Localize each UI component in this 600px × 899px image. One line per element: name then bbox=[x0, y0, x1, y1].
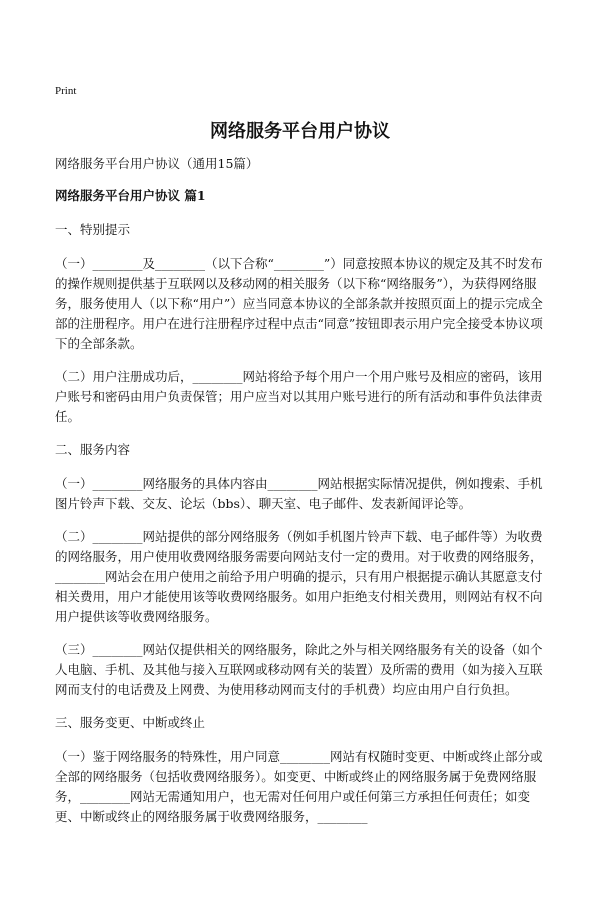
document-body bbox=[55, 154, 545, 840]
paragraph: （一）________及________（以下合称“________”）同意按照本协议的规定及其不时发布的操作规则提供基于互联网以及移动网的相关服务（以下称“网络服务”），为获得网络服务，服务使用人（以下称“用户”）应当同意本协议的全部条款并按照页面上的提示完成全部的注册程序。用户在进行注册程序过程中点击“同意”按钮即表示用户完全接受本协议项下的全部条款。 bbox=[55, 256, 543, 351]
document-subtitle: 网络服务平台用户协议（通用15篇） bbox=[55, 156, 259, 171]
print-label: Print bbox=[55, 85, 77, 97]
paragraph: （二）________网站提供的部分网络服务（例如手机图片铃声下载、电子邮件等）为收费的网络服务，用户使用收费网络服务需要向网站支付一定的费用。对于收费的网络服务，________网站会在用户使用之前给予用户明确的提示，只有用户根据提示确认其愿意支付相关费用，用户才能使用该等收费网络服务。如用户拒绝支付相关费用，则网站有权不向用户提供该等收费网络服务。 bbox=[55, 529, 543, 624]
paragraph: （一）鉴于网络服务的特殊性，用户同意________网站有权随时变更、中断或终止部分或全部的网络服务（包括收费网络服务）。如变更、中断或终止的网络服务属于免费网络服务，________网站无需通知用户，也无需对任何用户或任何第三方承担任何责任；如变更、中断或终止的网络服务属于收费网络服务，________ bbox=[55, 749, 543, 824]
article-title: 网络服务平台用户协议 篇1 bbox=[55, 188, 206, 203]
section-heading: 三、服务变更、中断或终止 bbox=[55, 715, 206, 730]
paragraph: （二）用户注册成功后，________网站将给予每个用户一个用户账号及相应的密码，该用户账号和密码由用户负责保管；用户应当对以其用户账号进行的所有活动和事件负法律责任。 bbox=[55, 369, 543, 424]
page-title: 网络服务平台用户协议 bbox=[210, 121, 390, 142]
paragraph: （一）________网络服务的具体内容由________网站根据实际情况提供，例如搜索、手机图片铃声下载、交友、论坛（bbs）、聊天室、电子邮件、发表新闻评论等。 bbox=[55, 476, 543, 511]
section-heading: 二、服务内容 bbox=[55, 442, 131, 457]
section-heading: 一、特别提示 bbox=[55, 222, 131, 237]
paragraph: （三）________网站仅提供相关的网络服务，除此之外与相关网络服务有关的设备（如个人电脑、手机、及其他与接入互联网或移动网有关的装置）及所需的费用（如为接入互联网而支付的电话费及上网费、为使用移动网而支付的手机费）均应由用户自行负担。 bbox=[55, 642, 543, 697]
